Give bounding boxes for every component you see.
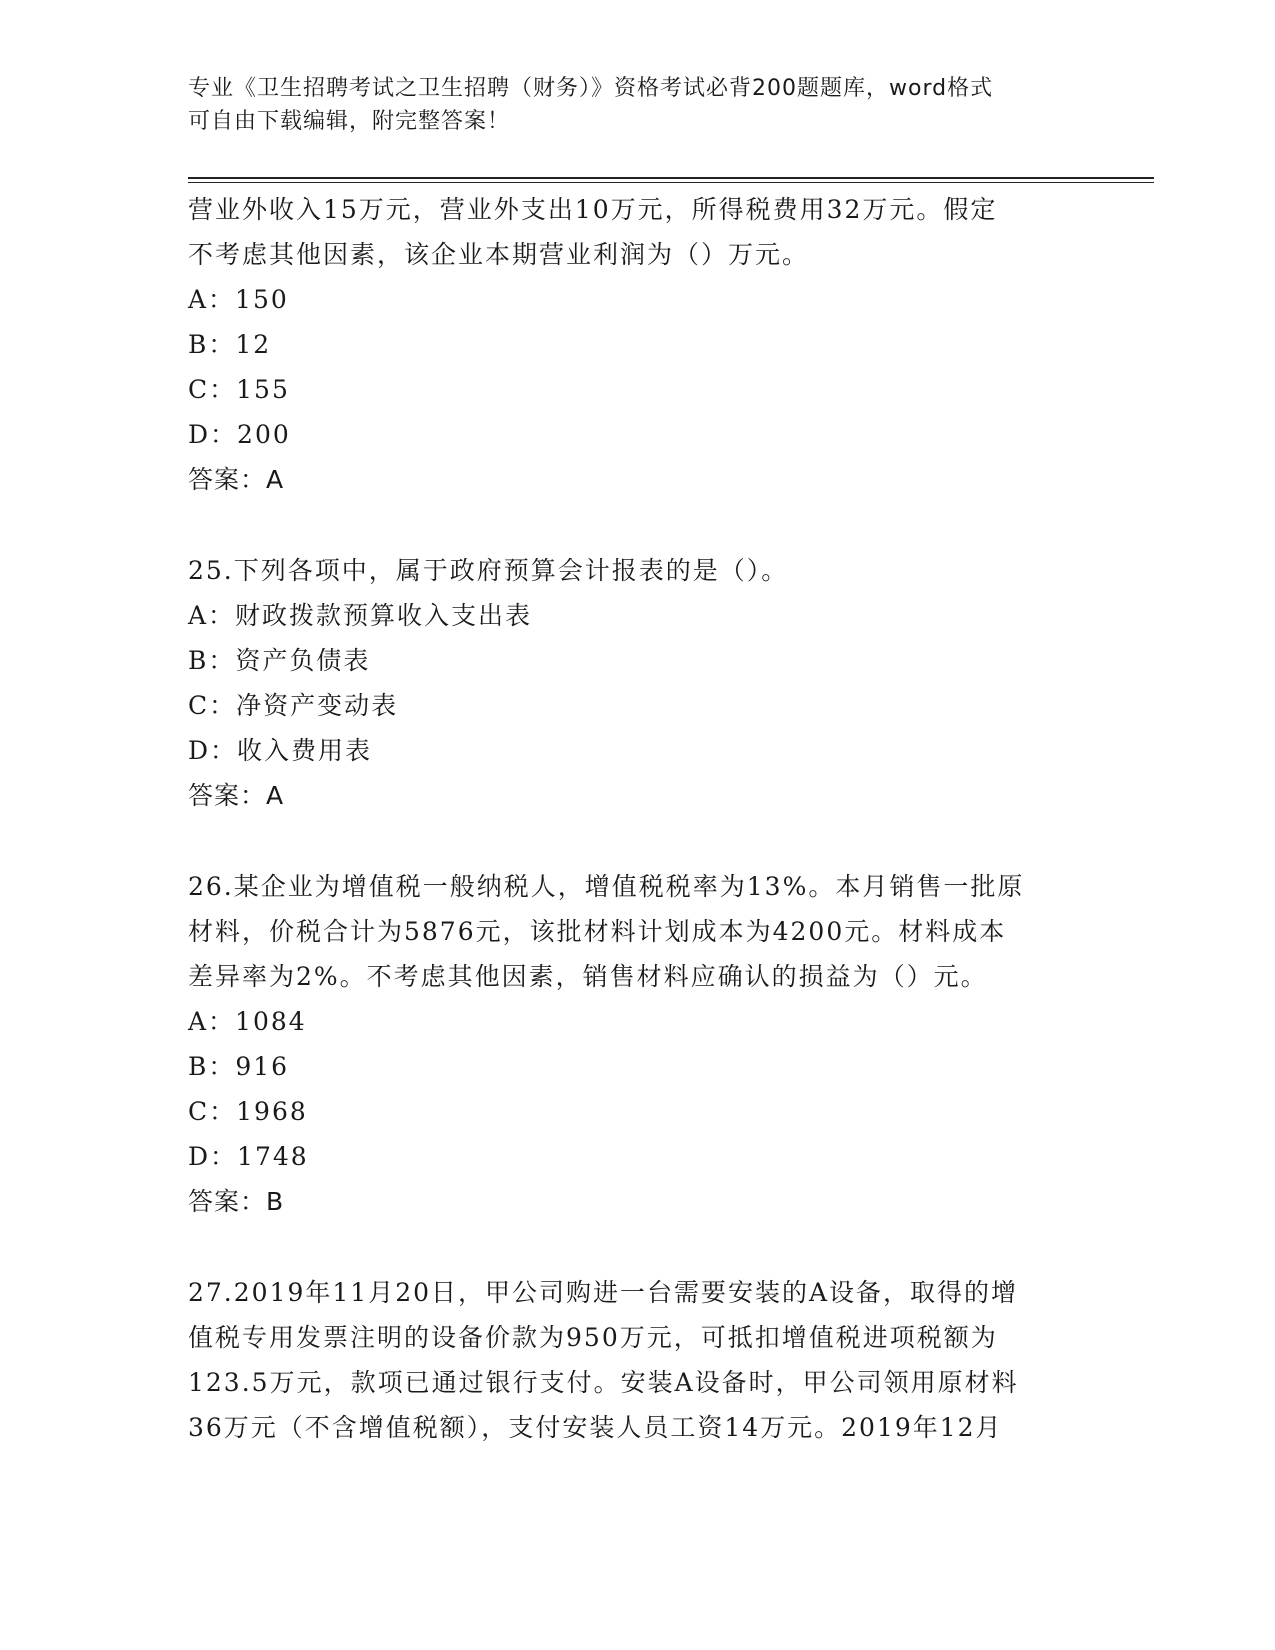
question-27-line-1: 27.2019年11月20日，甲公司购进一台需要安装的A设备，取得的增 xyxy=(188,1278,1019,1307)
question-24-answer: 答案：A xyxy=(188,465,285,494)
question-25-option-d: D：收入费用表 xyxy=(188,736,373,765)
question-26 xyxy=(188,864,1088,1224)
page-header xyxy=(188,72,1088,138)
question-26-option-a: A：1084 xyxy=(188,1007,307,1036)
question-27-line-2: 值税专用发票注明的设备价款为950万元，可抵扣增值税进项税额为 xyxy=(188,1323,998,1352)
question-25-answer: 答案：A xyxy=(188,781,285,810)
question-25-option-c: C：净资产变动表 xyxy=(188,691,399,720)
header-line-2: 可自由下载编辑，附完整答案！ xyxy=(188,109,511,134)
question-26-line-2: 材料，价税合计为5876元，该批材料计划成本为4200元。材料成本 xyxy=(188,917,1007,946)
spacer xyxy=(188,1224,1088,1270)
question-26-option-c: C：1968 xyxy=(188,1097,308,1126)
question-24 xyxy=(188,187,1088,502)
question-25 xyxy=(188,548,1088,818)
question-26-line-3: 差异率为2%。不考虑其他因素，销售材料应确认的损益为（）元。 xyxy=(188,962,988,991)
spacer xyxy=(188,818,1088,864)
question-25-line-1: 25.下列各项中，属于政府预算会计报表的是（）。 xyxy=(188,556,789,585)
question-25-option-a: A：财政拨款预算收入支出表 xyxy=(188,601,533,630)
question-26-option-d: D：1748 xyxy=(188,1142,309,1171)
question-24-option-c: C：155 xyxy=(188,375,290,404)
header-line-1: 专业《卫生招聘考试之卫生招聘（财务）》资格考试必背200题题库，word格式 xyxy=(188,76,994,101)
question-list xyxy=(188,187,1088,1450)
header-rule-thick xyxy=(188,177,1154,179)
question-27-line-4: 36万元（不含增值税额），支付安装人员工资14万元。2019年12月 xyxy=(188,1413,1003,1442)
question-25-option-b: B：资产负债表 xyxy=(188,646,371,675)
question-27-line-3: 123.5万元，款项已通过银行支付。安装A设备时，甲公司领用原材料 xyxy=(188,1368,1019,1397)
spacer xyxy=(188,502,1088,548)
question-26-answer: 答案：B xyxy=(188,1187,285,1216)
question-24-option-a: A：150 xyxy=(188,285,289,314)
question-24-option-d: D：200 xyxy=(188,420,291,449)
question-24-line-2: 不考虑其他因素，该企业本期营业利润为（）万元。 xyxy=(188,240,810,269)
question-24-option-b: B：12 xyxy=(188,330,272,359)
question-26-option-b: B：916 xyxy=(188,1052,290,1081)
question-27 xyxy=(188,1270,1088,1450)
question-26-line-1: 26.某企业为增值税一般纳税人，增值税税率为13%。本月销售一批原 xyxy=(188,872,1025,901)
question-24-line-1: 营业外收入15万元，营业外支出10万元，所得税费用32万元。假定 xyxy=(188,195,998,224)
header-rule-thin xyxy=(188,182,1154,183)
